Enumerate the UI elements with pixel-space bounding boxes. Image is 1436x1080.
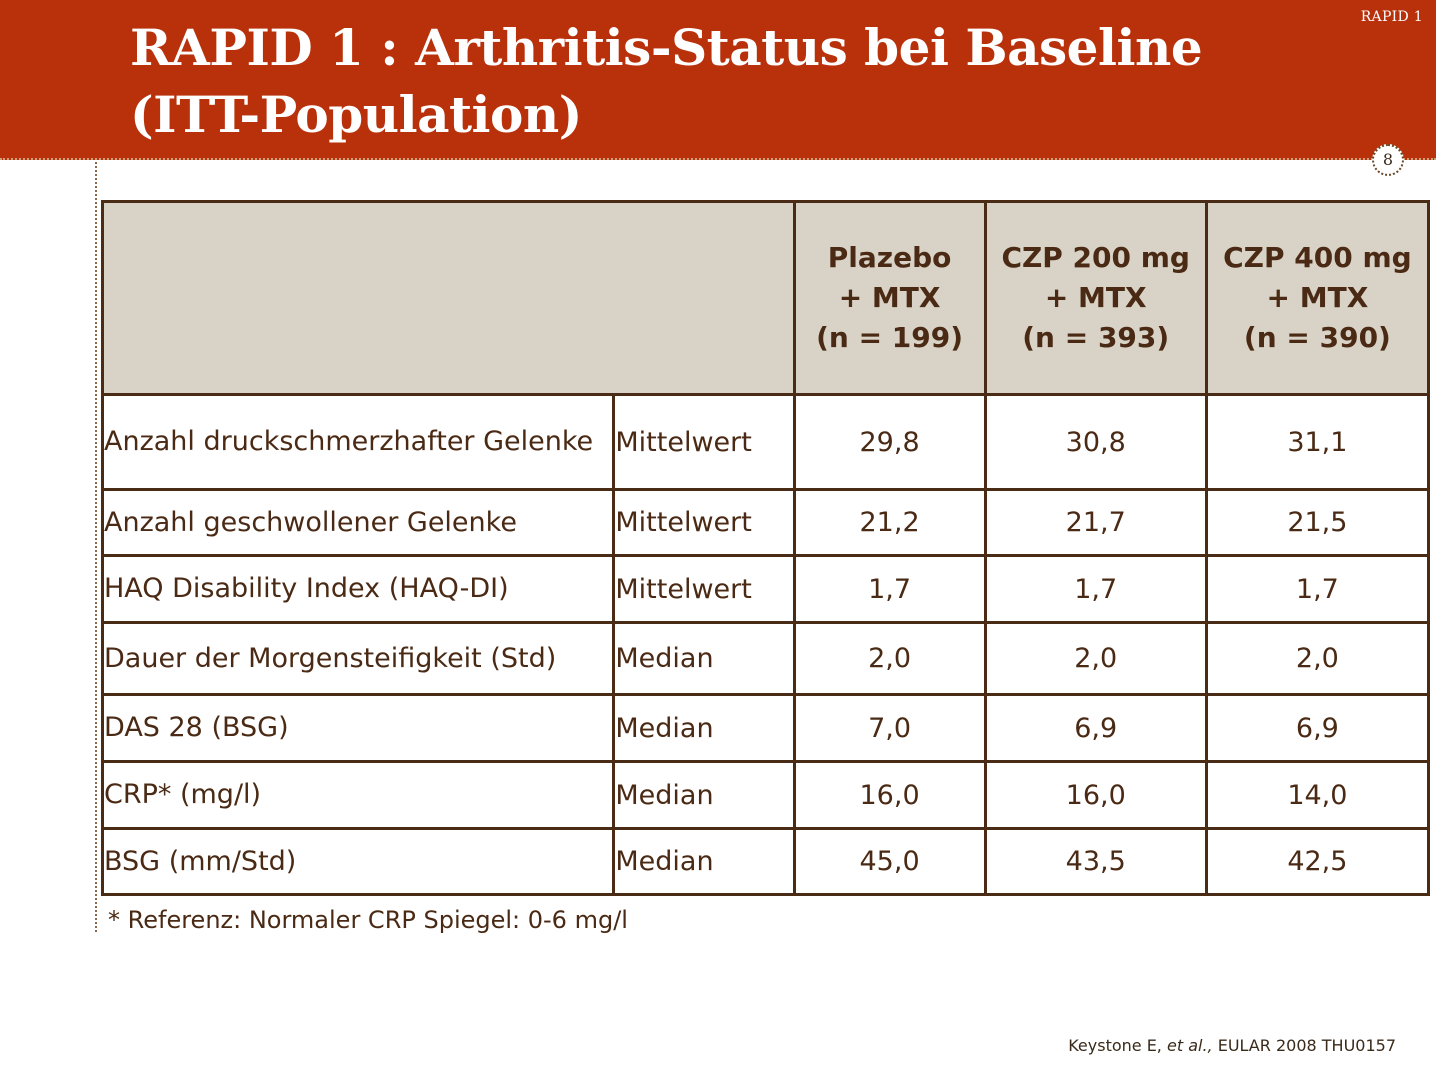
table-row <box>103 556 1429 623</box>
value-cell: 42,5 <box>1206 829 1428 895</box>
row-statistic: Median <box>614 623 794 695</box>
row-label: BSG (mm/Std) <box>103 829 614 895</box>
banner-dotted-edge <box>0 158 1436 160</box>
value-cell: 21,2 <box>794 490 985 556</box>
row-statistic: Median <box>614 829 794 895</box>
row-label: Anzahl geschwollener Gelenke <box>103 490 614 556</box>
row-label: HAQ Disability Index (HAQ-DI) <box>103 556 614 623</box>
citation <box>1068 1036 1396 1055</box>
table-row <box>103 762 1429 829</box>
table-row <box>103 829 1429 895</box>
value-cell: 2,0 <box>985 623 1206 695</box>
column-header-line: (n = 199) <box>816 321 964 354</box>
value-cell: 29,8 <box>794 395 985 490</box>
value-cell: 14,0 <box>1206 762 1428 829</box>
dotted-guide-line <box>95 162 97 932</box>
table-header-row <box>103 202 1429 395</box>
table-row <box>103 395 1429 490</box>
row-statistic: Median <box>614 762 794 829</box>
citation-source: EULAR 2008 THU0157 <box>1217 1036 1396 1055</box>
value-cell: 16,0 <box>985 762 1206 829</box>
slide-tag: RAPID 1 <box>1360 9 1423 25</box>
value-cell: 6,9 <box>985 695 1206 762</box>
value-cell: 1,7 <box>985 556 1206 623</box>
column-header-line: CZP 200 mg <box>1001 241 1190 274</box>
column-header-line: + MTX <box>1044 281 1147 314</box>
slide-title-line2: (ITT-Population) <box>130 85 582 144</box>
table-row <box>103 695 1429 762</box>
citation-etal: et al., <box>1166 1036 1213 1055</box>
row-statistic: Mittelwert <box>614 395 794 490</box>
column-header-plazebo <box>794 202 985 395</box>
row-label: CRP* (mg/l) <box>103 762 614 829</box>
table-header-empty-cell <box>103 202 795 395</box>
column-header-czp400 <box>1206 202 1428 395</box>
row-label: Dauer der Morgensteifigkeit (Std) <box>103 623 614 695</box>
value-cell: 21,5 <box>1206 490 1428 556</box>
value-cell: 16,0 <box>794 762 985 829</box>
slide-title <box>130 14 1280 148</box>
row-label: DAS 28 (BSG) <box>103 695 614 762</box>
value-cell: 1,7 <box>1206 556 1428 623</box>
column-header-line: + MTX <box>1266 281 1369 314</box>
footnote: * Referenz: Normaler CRP Spiegel: 0-6 mg/l <box>108 906 628 934</box>
row-statistic: Mittelwert <box>614 490 794 556</box>
column-header-line: (n = 390) <box>1243 321 1391 354</box>
baseline-table <box>101 200 1430 896</box>
table-row <box>103 623 1429 695</box>
value-cell: 2,0 <box>794 623 985 695</box>
row-statistic: Mittelwert <box>614 556 794 623</box>
value-cell: 7,0 <box>794 695 985 762</box>
slide-title-line1: RAPID 1 : Arthritis-Status bei Baseline <box>130 18 1203 77</box>
value-cell: 30,8 <box>985 395 1206 490</box>
column-header-line: CZP 400 mg <box>1223 241 1412 274</box>
value-cell: 31,1 <box>1206 395 1428 490</box>
value-cell: 21,7 <box>985 490 1206 556</box>
table-row <box>103 490 1429 556</box>
value-cell: 6,9 <box>1206 695 1428 762</box>
row-label: Anzahl druckschmerzhafter Gelenke <box>103 395 614 490</box>
column-header-czp200 <box>985 202 1206 395</box>
page-number-badge: 8 <box>1372 144 1404 176</box>
column-header-line: Plazebo <box>827 241 952 274</box>
value-cell: 45,0 <box>794 829 985 895</box>
column-header-line: (n = 393) <box>1022 321 1170 354</box>
row-statistic: Median <box>614 695 794 762</box>
value-cell: 2,0 <box>1206 623 1428 695</box>
column-header-line: + MTX <box>838 281 941 314</box>
value-cell: 43,5 <box>985 829 1206 895</box>
citation-author: Keystone E, <box>1068 1036 1162 1055</box>
value-cell: 1,7 <box>794 556 985 623</box>
